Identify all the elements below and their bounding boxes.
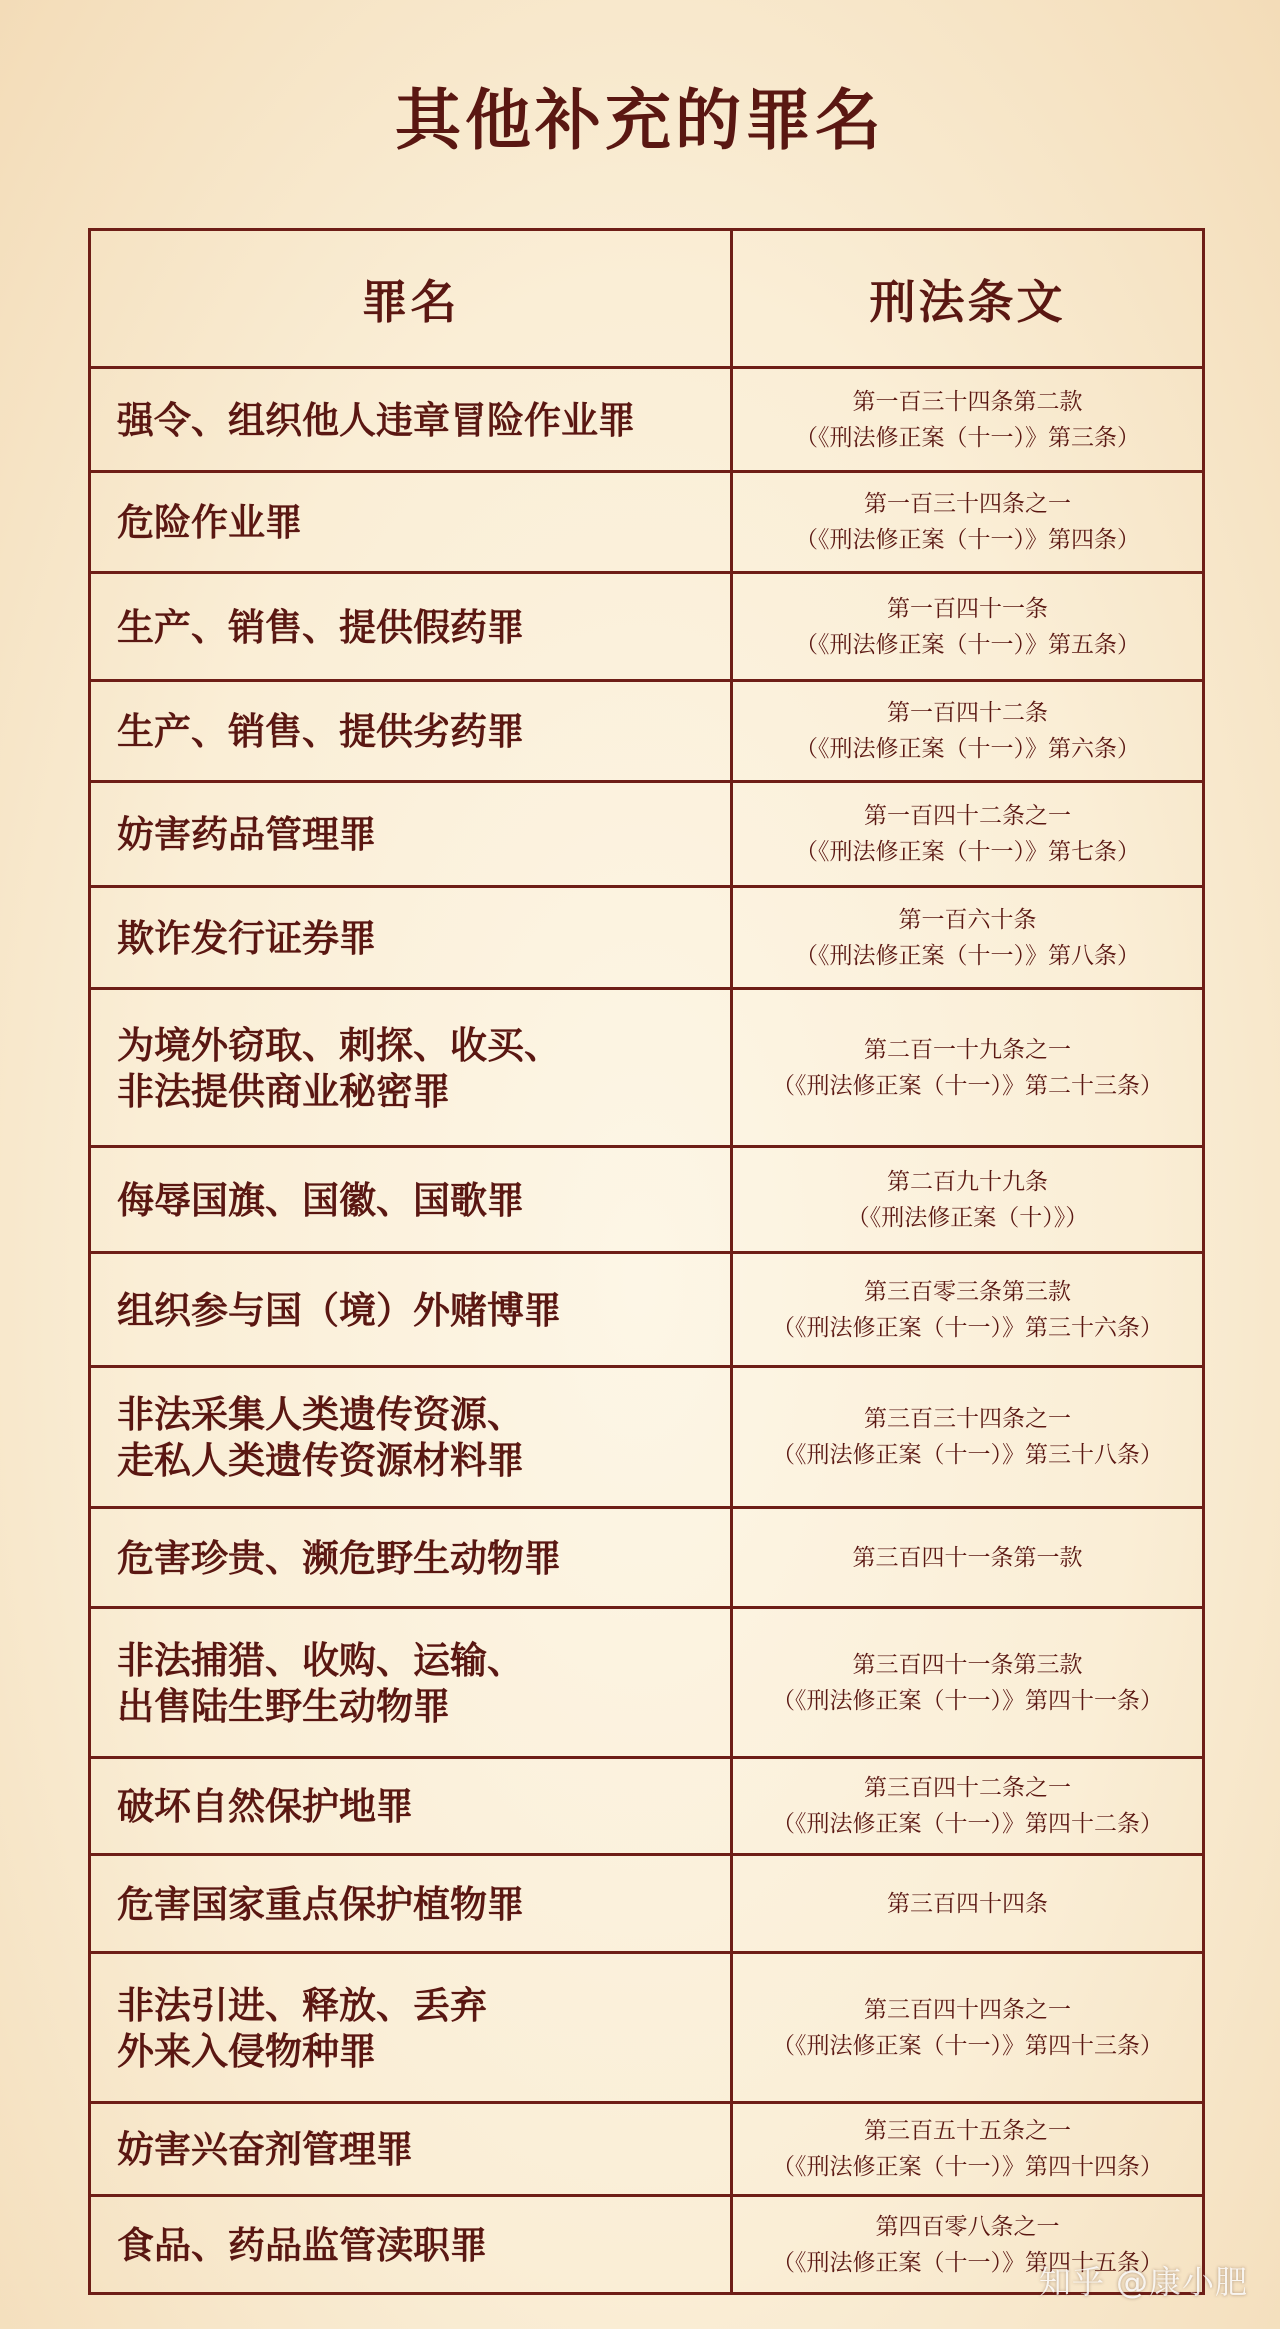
table-body — [90, 368, 1204, 2294]
law-article-cell — [732, 1758, 1204, 1855]
crime-name-line: 为境外窃取、刺探、收买、 — [117, 1022, 561, 1067]
amendment-reference: （《刑法修正案（十一）》第四十一条） — [772, 1687, 1163, 1714]
crime-name-cell — [90, 681, 732, 782]
amendment-reference: （《刑法修正案（十一）》第二十三条） — [772, 1072, 1163, 1099]
law-article-cell — [732, 1608, 1204, 1758]
table-row — [90, 782, 1204, 887]
crime-name-line: 组织参与国（境）外赌博罪 — [117, 1287, 561, 1332]
article-number: 第三百四十一条第三款 — [852, 1651, 1083, 1678]
law-article-cell — [732, 1253, 1204, 1367]
table-row — [90, 1953, 1204, 2103]
law-article-cell — [732, 1508, 1204, 1608]
crime-name-line: 强令、组织他人违章冒险作业罪 — [117, 397, 635, 442]
amendment-reference: （《刑法修正案（十一）》第四十二条） — [772, 1811, 1163, 1837]
page-title: 其他补充的罪名 — [395, 81, 885, 159]
amendment-reference: （《刑法修正案（十一）》第八条） — [795, 942, 1140, 969]
article-number: 第二百一十九条之一 — [864, 1036, 1071, 1063]
crime-name-line: 妨害药品管理罪 — [117, 812, 376, 856]
crime-name-cell — [90, 1253, 732, 1367]
crime-name-line: 破坏自然保护地罪 — [117, 1784, 413, 1828]
crime-name-cell — [90, 782, 732, 887]
table-header-row — [90, 230, 1204, 368]
law-article-cell — [732, 782, 1204, 887]
crime-name-cell — [90, 887, 732, 989]
crime-name-line: 生产、销售、提供假药罪 — [117, 604, 524, 649]
law-article-cell — [732, 1147, 1204, 1253]
crime-name-line: 出售陆生野生动物罪 — [117, 1683, 450, 1728]
crime-name-line: 妨害兴奋剂管理罪 — [117, 2127, 413, 2171]
table-row — [90, 573, 1204, 681]
table-row — [90, 1608, 1204, 1758]
crime-name-line: 非法引进、释放、丢弃 — [117, 1982, 487, 2027]
crime-name-line: 走私人类遗传资源材料罪 — [117, 1438, 524, 1482]
table-row — [90, 2103, 1204, 2196]
crime-name-line: 非法捕猎、收购、运输、 — [117, 1637, 524, 1682]
crime-name-line: 危险作业罪 — [117, 500, 302, 544]
law-article-cell — [732, 681, 1204, 782]
crime-table — [88, 228, 1205, 2295]
amendment-reference: （《刑法修正案（十）》） — [846, 1204, 1089, 1231]
article-number: 第三百四十一条第一款 — [852, 1544, 1083, 1571]
table-row — [90, 368, 1204, 472]
crime-name-line: 外来入侵物种罪 — [117, 2028, 376, 2073]
article-number: 第一百三十四条第二款 — [852, 388, 1083, 415]
amendment-reference: （《刑法修正案（十一）》第五条） — [795, 631, 1140, 658]
crime-name-line: 非法提供商业秘密罪 — [117, 1068, 450, 1113]
crime-name-cell — [90, 368, 732, 472]
crime-name-cell — [90, 1367, 732, 1508]
crime-name-cell — [90, 2103, 732, 2196]
crime-name-line: 非法采集人类遗传资源、 — [117, 1392, 524, 1436]
header-law-article: 刑法条文 — [732, 230, 1204, 368]
table-row — [90, 472, 1204, 573]
amendment-reference: （《刑法修正案（十一）》第四十三条） — [772, 2032, 1163, 2059]
article-number: 第三百三十四条之一 — [864, 1406, 1071, 1432]
amendment-reference: （《刑法修正案（十一）》第三十八条） — [772, 1442, 1163, 1468]
crime-name-cell — [90, 472, 732, 573]
crime-name-cell — [90, 1147, 732, 1253]
article-number: 第二百九十九条 — [887, 1168, 1048, 1195]
crime-name-line: 生产、销售、提供劣药罪 — [117, 709, 524, 753]
article-number: 第一百四十二条之一 — [864, 803, 1071, 829]
amendment-reference: （《刑法修正案（十一）》第三十六条） — [772, 1314, 1163, 1341]
amendment-reference: （《刑法修正案（十一）》第四十四条） — [772, 2154, 1163, 2180]
crime-name-cell — [90, 1953, 732, 2103]
table-row — [90, 887, 1204, 989]
article-number: 第一百四十二条 — [887, 700, 1048, 726]
law-article-cell — [732, 368, 1204, 472]
article-number: 第三百零三条第三款 — [864, 1278, 1071, 1305]
crime-name-cell — [90, 2196, 732, 2294]
article-number: 第四百零八条之一 — [875, 2213, 1060, 2240]
table-row — [90, 1508, 1204, 1608]
law-article-cell — [732, 472, 1204, 573]
law-article-cell — [732, 1855, 1204, 1953]
table-row — [90, 1855, 1204, 1953]
law-article-cell — [732, 573, 1204, 681]
article-number: 第三百四十二条之一 — [864, 1775, 1071, 1801]
crime-name-cell — [90, 1508, 732, 1608]
table-row — [90, 1147, 1204, 1253]
table-row — [90, 1758, 1204, 1855]
crime-name-cell — [90, 1608, 732, 1758]
crime-name-cell — [90, 1855, 732, 1953]
law-article-cell — [732, 887, 1204, 989]
table-row — [90, 681, 1204, 782]
table-row — [90, 1253, 1204, 1367]
crime-name-line: 危害国家重点保护植物罪 — [117, 1881, 524, 1926]
crime-name-line: 侮辱国旗、国徽、国歌罪 — [117, 1177, 524, 1222]
crime-name-cell — [90, 1758, 732, 1855]
amendment-reference: （《刑法修正案（十一）》第七条） — [795, 839, 1140, 865]
law-article-cell — [732, 989, 1204, 1147]
table-row — [90, 1367, 1204, 1508]
crime-name-line: 食品、药品监管渎职罪 — [117, 2222, 487, 2267]
law-article-cell — [732, 1953, 1204, 2103]
crime-name-cell — [90, 573, 732, 681]
table-row — [90, 2196, 1204, 2294]
crime-name-line: 欺诈发行证券罪 — [117, 915, 376, 960]
amendment-reference: （《刑法修正案（十一）》第六条） — [795, 736, 1140, 762]
header-crime-name: 罪名 — [90, 230, 732, 368]
amendment-reference: （《刑法修正案（十一）》第四十五条） — [772, 2249, 1163, 2276]
article-number: 第三百四十四条之一 — [864, 1996, 1071, 2023]
amendment-reference: （《刑法修正案（十一）》第三条） — [795, 424, 1140, 451]
watermark: 知乎 @康小肥 — [1038, 2263, 1248, 2301]
amendment-reference: （《刑法修正案（十一）》第四条） — [795, 527, 1140, 553]
article-number: 第一百六十条 — [898, 906, 1037, 933]
crime-name-line: 危害珍贵、濒危野生动物罪 — [117, 1535, 561, 1580]
article-number: 第一百三十四条之一 — [864, 491, 1071, 517]
law-article-cell — [732, 1367, 1204, 1508]
crime-name-cell — [90, 989, 732, 1147]
article-number: 第三百四十四条 — [887, 1890, 1048, 1917]
article-number: 第一百四十一条 — [887, 595, 1048, 622]
table-row — [90, 989, 1204, 1147]
article-number: 第三百五十五条之一 — [864, 2118, 1071, 2144]
law-article-cell — [732, 2103, 1204, 2196]
